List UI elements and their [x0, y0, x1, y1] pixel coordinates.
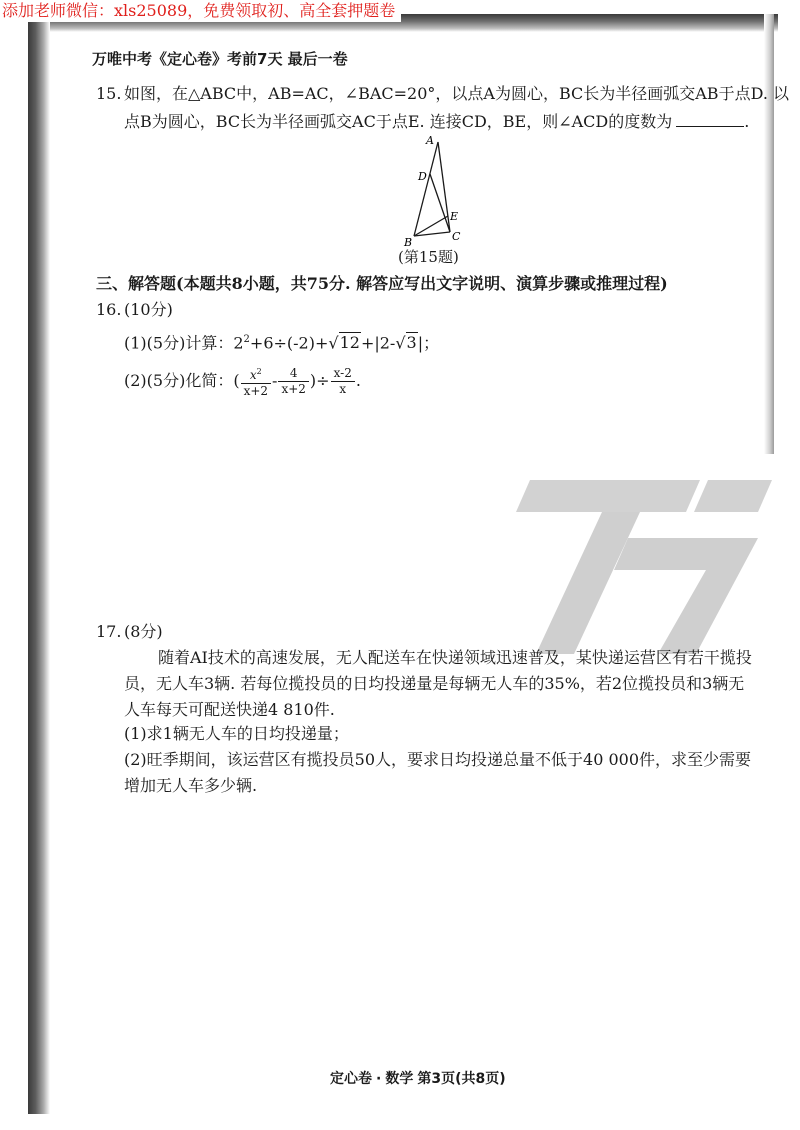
- footer-dot: ·: [376, 1071, 382, 1087]
- frac1-den: x+2: [243, 384, 269, 398]
- q16-part1-abs-close: |；: [417, 333, 440, 353]
- q16-part2-expr: [124, 362, 361, 400]
- scan-shadow-left: [28, 14, 50, 1114]
- q17-text-2: 员，无人车3辆. 若每位揽投员的日均投递量是每辆无人车的35%，若2位揽投员和3辆无: [124, 674, 745, 693]
- q16-sqrt-3: 3: [406, 333, 417, 353]
- q16-part1-mid: +6÷(-2)+: [249, 333, 329, 353]
- q16-part1-base: 2: [233, 333, 244, 353]
- label-d: D: [418, 170, 427, 183]
- q15-text-1: 如图，在△ABC中，AB=AC，∠BAC=20°，以点A为圆心，BC长为半径画弧交AB于点D. 以: [124, 84, 789, 103]
- footer-subject: 数学: [385, 1071, 414, 1087]
- label-b: B: [404, 236, 413, 248]
- q17-sub1: (1)求1辆无人车的日均投递量；: [124, 724, 349, 743]
- q16-end: .: [355, 371, 361, 390]
- q16-part1-expr: (1)(5分)计算：$2^2+6\div(-2)+√12+|2-√3|$；: [124, 333, 440, 353]
- q15-text-2: [124, 108, 749, 134]
- q15-number: 15.: [96, 84, 122, 103]
- page-footer: [330, 1068, 510, 1088]
- q16-part1-label: (1)(5分)计算：: [124, 333, 234, 353]
- q16-minus: -: [272, 371, 278, 390]
- q17-score: (8分): [124, 622, 163, 641]
- q16-part2-label: (2)(5分)化简：(: [124, 371, 240, 390]
- watermark-text: 添加老师微信：xls25089，免费领取初、高全套押题卷: [0, 0, 401, 22]
- frac2-num: 4: [278, 366, 308, 382]
- frac3-num: x-2: [331, 366, 355, 382]
- section-3-title: 三、解答题(本题共8小题，共75分. 解答应写出文字说明、演算步骤或推理过程): [96, 274, 668, 293]
- q15-triangle-figure: [390, 136, 490, 248]
- label-c: C: [452, 230, 461, 243]
- q16-part2: [0, 362, 800, 400]
- label-e: E: [450, 210, 459, 223]
- q17-number: 17.: [96, 622, 122, 641]
- q17-text-3: 人车每天可配送快递4 810件.: [124, 700, 335, 719]
- q16-score: (10分): [124, 300, 173, 319]
- fraction-x-minus-2-over-x: [331, 366, 355, 397]
- frac2-den: x+2: [281, 382, 306, 396]
- q16-close-div: )÷: [309, 371, 330, 390]
- q17-sub2-line2: 增加无人车多少辆.: [124, 776, 258, 795]
- frac1-num-exp: 2: [256, 367, 262, 376]
- answer-blank: [676, 108, 744, 127]
- q17-sub2-line1: (2)旺季期间，该运营区有揽投员50人，要求日均投递总量不低于40 000件，求至少需要: [124, 750, 752, 769]
- q16-part1-exponent: 2: [243, 334, 250, 345]
- figure-caption: (第15题): [398, 248, 459, 266]
- fraction-x2-over-x-plus-2: [241, 364, 271, 399]
- footer-page-number: 第3页(共8页): [417, 1071, 506, 1087]
- fraction-4-over-x-plus-2: [278, 366, 308, 397]
- q17-text-1: 随着AI技术的高速发展，无人配送车在快递领域迅速普及，某快递运营区有若干揽投: [158, 648, 752, 667]
- label-a: A: [426, 136, 434, 147]
- footer-book: 定心卷: [330, 1071, 372, 1087]
- q16-part1-abs-open: +|2-: [360, 333, 396, 353]
- frac1-num: [241, 364, 271, 384]
- frac3-den: x: [339, 382, 347, 396]
- q16-sqrt-12: 12: [339, 333, 360, 353]
- wan-logo-watermark: [510, 468, 772, 654]
- exam-header: 万唯中考《定心卷》考前7天 最后一卷: [92, 50, 348, 68]
- q16-number: 16.: [96, 300, 122, 319]
- frac1-num-base: x: [249, 368, 257, 382]
- q15-text-2-body: 点B为圆心，BC长为半径画弧交AC于点E. 连接CD，BE，则∠ACD的度数为: [124, 112, 673, 131]
- q15-text-2-end: .: [744, 112, 750, 131]
